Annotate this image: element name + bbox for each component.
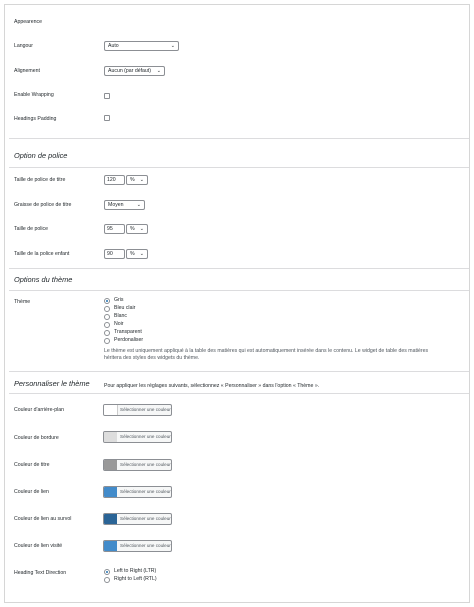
title-color-label: Couleur de titre: [14, 462, 50, 468]
border-color-swatch: [104, 432, 117, 442]
chevron-down-icon: ⌄: [136, 202, 141, 208]
langour-value: Auto: [108, 43, 119, 49]
chevron-down-icon: ⌄: [156, 68, 161, 74]
title-font-weight-label: Graisse de police de titre: [14, 202, 72, 208]
customize-theme-hint: Pour appliquer les réglages suivants, sélectionnez « Personnaliser » dans l'option « Thème ».: [104, 383, 320, 389]
headings-padding-checkbox[interactable]: [104, 115, 110, 121]
theme-label: Thème: [14, 299, 31, 305]
theme-options-title: Options du thème: [14, 275, 73, 284]
link-hover-color-label: Couleur de lien au survol: [14, 516, 72, 522]
font-options-title: Option de police: [14, 151, 68, 160]
select-color-button: Sélectionner une couleur: [120, 434, 171, 439]
background-color-label: Couleur d'arrière-plan: [14, 407, 65, 413]
enable-wrapping-label: Enable Wrapping: [14, 92, 54, 98]
divider: [9, 138, 469, 139]
headings-padding-label: Headings Padding: [14, 116, 57, 122]
select-color-button: Sélectionner une couleur: [120, 516, 171, 521]
chevron-down-icon: ⌄: [139, 177, 144, 183]
background-color-picker[interactable]: [103, 404, 172, 416]
child-font-size-label: Taille de la police enfant: [14, 251, 70, 257]
link-hover-color-swatch: [104, 514, 117, 524]
child-font-size-input[interactable]: 90: [104, 249, 125, 259]
alignement-label: Alignement: [14, 68, 40, 74]
direction-option-label: Right to Left (RTL): [114, 576, 157, 582]
title-color-picker[interactable]: [103, 459, 172, 471]
langour-label: Langour: [14, 43, 34, 49]
font-size-label: Taille de police: [14, 226, 49, 232]
font-size-input[interactable]: 95: [104, 224, 125, 234]
border-color-picker[interactable]: [103, 431, 172, 443]
direction-radio-rtl[interactable]: [104, 577, 110, 583]
title-color-swatch: [104, 460, 117, 470]
border-color-label: Couleur de bordure: [14, 435, 59, 441]
chevron-down-icon: ⌄: [139, 251, 144, 257]
link-color-picker[interactable]: [103, 486, 172, 498]
theme-description-line1: Le thème est uniquement appliqué à la table des matières qui est automatiquement insérée dans le contenu. Le widget de table des matières: [104, 348, 429, 354]
select-color-button: Sélectionner une couleur: [120, 462, 171, 467]
heading-direction-label: Heading Text Direction: [14, 570, 67, 576]
theme-description-line2: héritera des styles des widgets du thème.: [104, 355, 200, 361]
alignement-value: Aucun (par défaut): [108, 68, 151, 74]
theme-radio-noir[interactable]: [104, 322, 110, 328]
title-font-size-input[interactable]: 120: [104, 175, 125, 185]
theme-option-label: Noir: [114, 321, 124, 327]
divider: [9, 290, 469, 291]
link-visited-color-picker[interactable]: [103, 540, 172, 552]
customize-theme-title: Personnaliser le thème: [14, 379, 90, 388]
title-font-weight-select[interactable]: [104, 200, 145, 210]
background-color-swatch: [104, 405, 118, 415]
title-font-size-unit: %: [130, 177, 135, 183]
theme-radio-transparent[interactable]: [104, 330, 110, 336]
select-color-button: Sélectionner une couleur: [120, 543, 171, 548]
theme-option-label: Transparent: [114, 329, 142, 335]
langour-select[interactable]: [104, 41, 179, 51]
link-visited-color-label: Couleur de lien visité: [14, 543, 63, 549]
title-font-size-unit-select[interactable]: [126, 175, 148, 185]
direction-option-label: Left to Right (LTR): [114, 568, 157, 574]
theme-radio-perdonaliser[interactable]: [104, 338, 110, 344]
title-font-weight-value: Moyen: [108, 202, 124, 208]
link-visited-color-swatch: [104, 541, 117, 551]
theme-option-label: Gris: [114, 297, 124, 303]
divider: [9, 167, 469, 168]
child-font-size-unit: %: [130, 251, 135, 257]
theme-radio-bleu-clair[interactable]: [104, 306, 110, 312]
appearance-title: Appearence: [14, 19, 42, 25]
chevron-down-icon: ⌄: [170, 43, 175, 49]
theme-option-label: Bleu clair: [114, 305, 136, 311]
link-color-label: Couleur de lien: [14, 489, 49, 495]
link-hover-color-picker[interactable]: [103, 513, 172, 525]
font-size-unit-select[interactable]: [126, 224, 148, 234]
select-color-button: Sélectionner une couleur: [120, 489, 171, 494]
divider: [9, 268, 469, 269]
chevron-down-icon: ⌄: [139, 226, 144, 232]
theme-option-label: Blanc: [114, 313, 127, 319]
enable-wrapping-checkbox[interactable]: [104, 93, 110, 99]
font-size-unit: %: [130, 226, 135, 232]
title-font-size-label: Taille de police de titre: [14, 177, 66, 183]
alignement-select[interactable]: [104, 66, 165, 76]
theme-radio-blanc[interactable]: [104, 314, 110, 320]
divider: [9, 371, 469, 372]
settings-panel: [4, 4, 470, 603]
select-color-button: Sélectionner une couleur: [120, 407, 171, 412]
theme-option-label: Perdonaliser: [114, 337, 144, 343]
link-color-swatch: [104, 487, 117, 497]
theme-radio-gris[interactable]: [104, 298, 110, 304]
child-font-size-unit-select[interactable]: [126, 249, 148, 259]
divider: [9, 393, 469, 394]
direction-radio-ltr[interactable]: [104, 569, 110, 575]
